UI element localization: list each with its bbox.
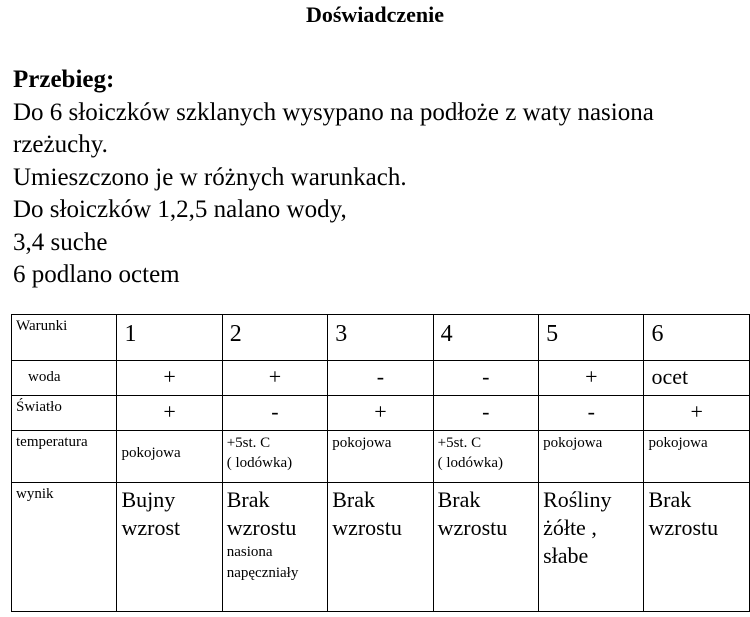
procedure-line: 3,4 suche: [13, 228, 108, 256]
procedure-line: rzeżuchy.: [13, 131, 108, 158]
result-note: napęczniały: [226, 565, 299, 581]
result-line: Brak: [332, 487, 375, 512]
procedure-line: Umieszczono je w różnych warunkach.: [13, 163, 407, 191]
table-cell: [433, 361, 538, 396]
row-label-cell: [12, 315, 117, 361]
row-label-cell: [12, 361, 117, 396]
temperature-value: pokojowa: [648, 435, 708, 451]
column-number: 2: [229, 321, 242, 347]
result-line: wzrost: [121, 515, 181, 540]
result-line: Brak: [648, 487, 692, 512]
table-cell: [328, 431, 433, 483]
column-header-cell: [222, 315, 327, 361]
water-value: ocet: [651, 364, 689, 389]
light-value: -: [482, 399, 490, 424]
procedure-text: [13, 64, 743, 292]
table-cell: [328, 483, 433, 612]
procedure-line: 6 podlano octem: [13, 261, 180, 288]
temperature-note: ( lodówka): [437, 455, 504, 471]
result-line: żółte ,: [543, 515, 597, 540]
temperature-value: pokojowa: [543, 435, 603, 451]
table-row-header: [12, 315, 750, 361]
table-cell: [328, 361, 433, 396]
result-note: nasiona: [226, 544, 273, 560]
table-cell: [433, 483, 538, 612]
water-value: +: [585, 364, 598, 389]
table-cell: [222, 396, 327, 431]
water-value: -: [482, 364, 490, 389]
document-title: Doświadczenie: [305, 2, 445, 27]
light-value: -: [271, 399, 279, 424]
row-label-cell: [12, 483, 117, 612]
table-cell: [539, 361, 644, 396]
table-row-result: [12, 483, 750, 612]
table-cell: [539, 431, 644, 483]
light-value: -: [587, 399, 595, 424]
result-line: Rośliny: [543, 487, 612, 512]
table-cell: [433, 431, 538, 483]
result-line: Brak: [226, 487, 270, 512]
table-cell: [222, 431, 327, 483]
column-number: 4: [440, 321, 453, 347]
table-cell: [117, 483, 222, 612]
water-value: +: [163, 364, 176, 389]
water-value: -: [376, 364, 385, 389]
procedure-line: Do 6 słoiczków szklanych wysypano na podłoże z waty nasiona: [13, 98, 654, 126]
result-line: słabe: [543, 543, 589, 568]
row-label-water: woda: [28, 369, 61, 385]
light-value: +: [374, 399, 387, 424]
table-cell: [539, 396, 644, 431]
table-cell: [644, 483, 750, 612]
table-cell: [117, 431, 222, 483]
table-cell: [222, 361, 327, 396]
column-header-cell: [328, 315, 433, 361]
procedure-heading: Przebieg:: [13, 66, 115, 93]
row-label-light: Światło: [16, 399, 62, 415]
temperature-note: ( lodówka): [226, 455, 293, 471]
row-label-cell: [12, 396, 117, 431]
row-label-temperature: temperatura: [16, 434, 88, 450]
temperature-value: pokojowa: [121, 445, 181, 461]
table-cell: [222, 483, 327, 612]
column-number: 1: [124, 321, 137, 347]
experiment-table: [11, 314, 750, 612]
column-header-cell: [539, 315, 644, 361]
table-row-light: [12, 396, 750, 431]
table-cell: [644, 361, 750, 396]
procedure-line: Do słoiczków 1,2,5 nalano wody,: [13, 196, 347, 223]
result-line: wzrostu: [437, 515, 508, 540]
result-line: wzrostu: [226, 515, 297, 540]
column-number: 3: [335, 321, 348, 347]
result-line: wzrostu: [332, 515, 402, 540]
light-value: +: [690, 399, 703, 424]
temperature-value: pokojowa: [332, 435, 392, 451]
table-cell: [117, 396, 222, 431]
row-label-cell: [12, 431, 117, 483]
temperature-value: +5st. C: [437, 435, 482, 451]
table-row-water: [12, 361, 750, 396]
table-cell: [644, 431, 750, 483]
column-header-cell: [644, 315, 750, 361]
table-cell: [433, 396, 538, 431]
result-line: Brak: [437, 487, 481, 512]
result-line: wzrostu: [648, 515, 719, 540]
table-row-temperature: [12, 431, 750, 483]
light-value: +: [163, 399, 176, 424]
result-line: Bujny: [121, 487, 176, 512]
column-header-cell: [117, 315, 222, 361]
table-cell: [117, 361, 222, 396]
row-label-conditions: Warunki: [16, 318, 68, 334]
column-number: 5: [546, 321, 559, 347]
table-cell: [644, 396, 750, 431]
column-number: 6: [651, 321, 664, 347]
water-value: +: [268, 364, 282, 389]
temperature-value: +5st. C: [226, 435, 271, 451]
row-label-result: wynik: [16, 486, 54, 502]
table-cell: [328, 396, 433, 431]
column-header-cell: [433, 315, 538, 361]
table-cell: [539, 483, 644, 612]
